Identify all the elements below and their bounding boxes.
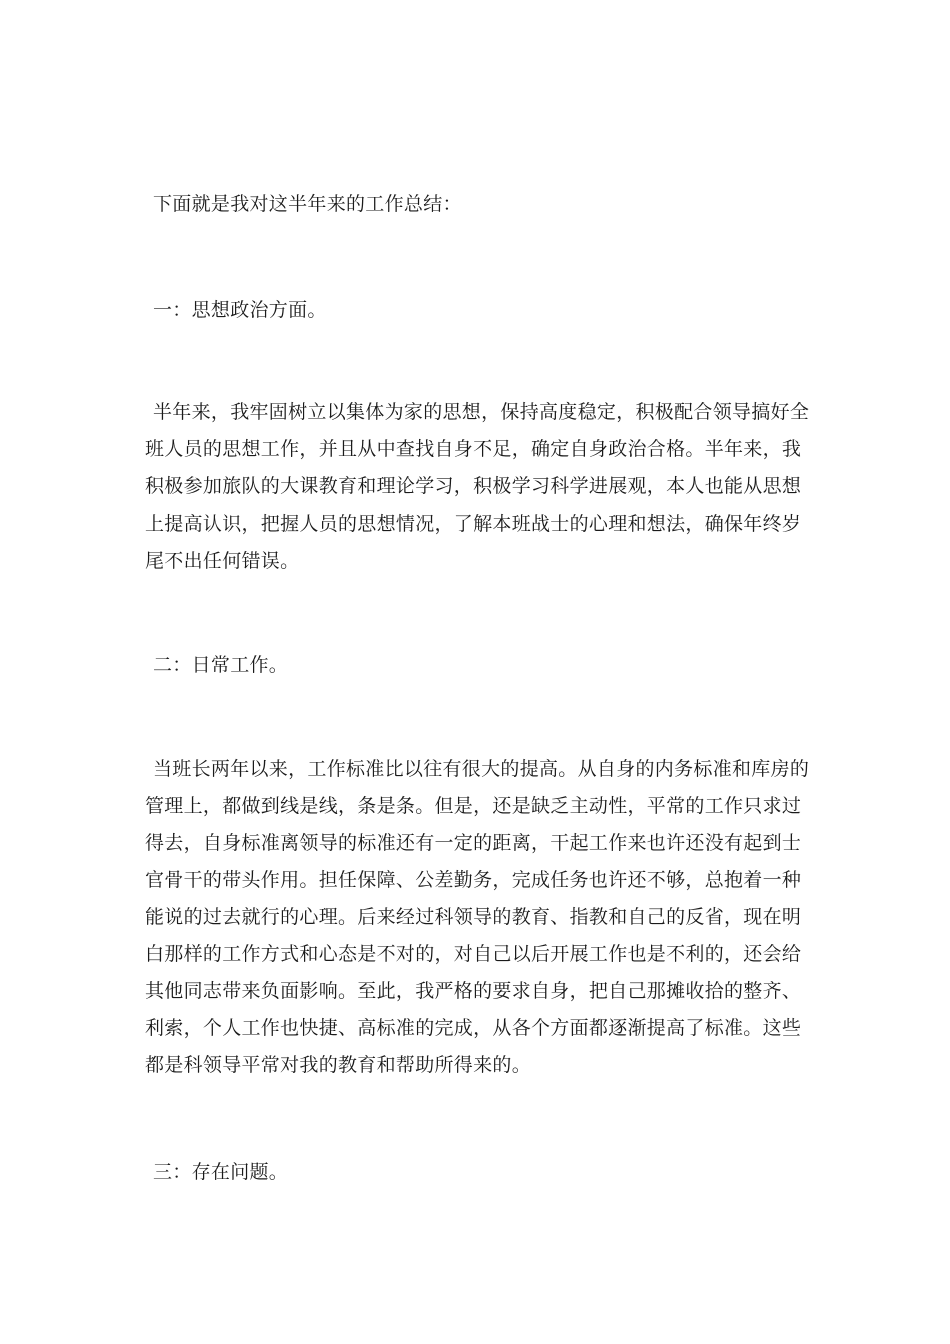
- paragraph-line: 官骨干的带头作用。担任保障、公差勤务，完成任务也许还不够，总抱着一种: [145, 869, 802, 891]
- paragraph-line: 能说的过去就行的心理。后来经过科领导的教育、指教和自己的反省，现在明: [145, 906, 802, 928]
- paragraph-line: 上提高认识，把握人员的思想情况，了解本班战士的心理和想法，确保年终岁: [145, 513, 802, 535]
- section-heading-1: 一：思想政治方面。: [153, 299, 327, 321]
- paragraph-line: 尾不出任何错误。: [145, 550, 300, 572]
- intro-text: 下面就是我对这半年来的工作总结：: [153, 193, 462, 215]
- section-heading-2: 二：日常工作。: [153, 654, 289, 676]
- paragraph-line: 积极参加旅队的大课教育和理论学习，积极学习科学进展观，本人也能从思想: [145, 475, 802, 497]
- section-heading-3: 三：存在问题。: [153, 1161, 289, 1183]
- paragraph-line: 其他同志带来负面影响。至此，我严格的要求自身，把自己那摊收拾的整齐、: [145, 980, 802, 1002]
- paragraph-line: 利索，个人工作也快捷、高标准的完成，从各个方面都逐渐提高了标准。这些: [145, 1017, 802, 1039]
- paragraph-line: 当班长两年以来，工作标准比以往有很大的提高。从自身的内务标准和库房的: [153, 758, 810, 780]
- paragraph-line: 白那样的工作方式和心态是不对的，对自己以后开展工作也是不利的，还会给: [145, 943, 802, 965]
- paragraph-line: 管理上，都做到线是线，条是条。但是，还是缺乏主动性，平常的工作只求过: [145, 795, 802, 817]
- paragraph-line: 半年来，我牢固树立以集体为家的思想，保持高度稳定，积极配合领导搞好全: [153, 401, 810, 423]
- paragraph-line: 都是科领导平常对我的教育和帮助所得来的。: [145, 1054, 532, 1076]
- paragraph-line: 班人员的思想工作，并且从中查找自身不足，确定自身政治合格。半年来，我: [145, 438, 802, 460]
- paragraph-line: 得去，自身标准离领导的标准还有一定的距离，干起工作来也许还没有起到士: [145, 832, 802, 854]
